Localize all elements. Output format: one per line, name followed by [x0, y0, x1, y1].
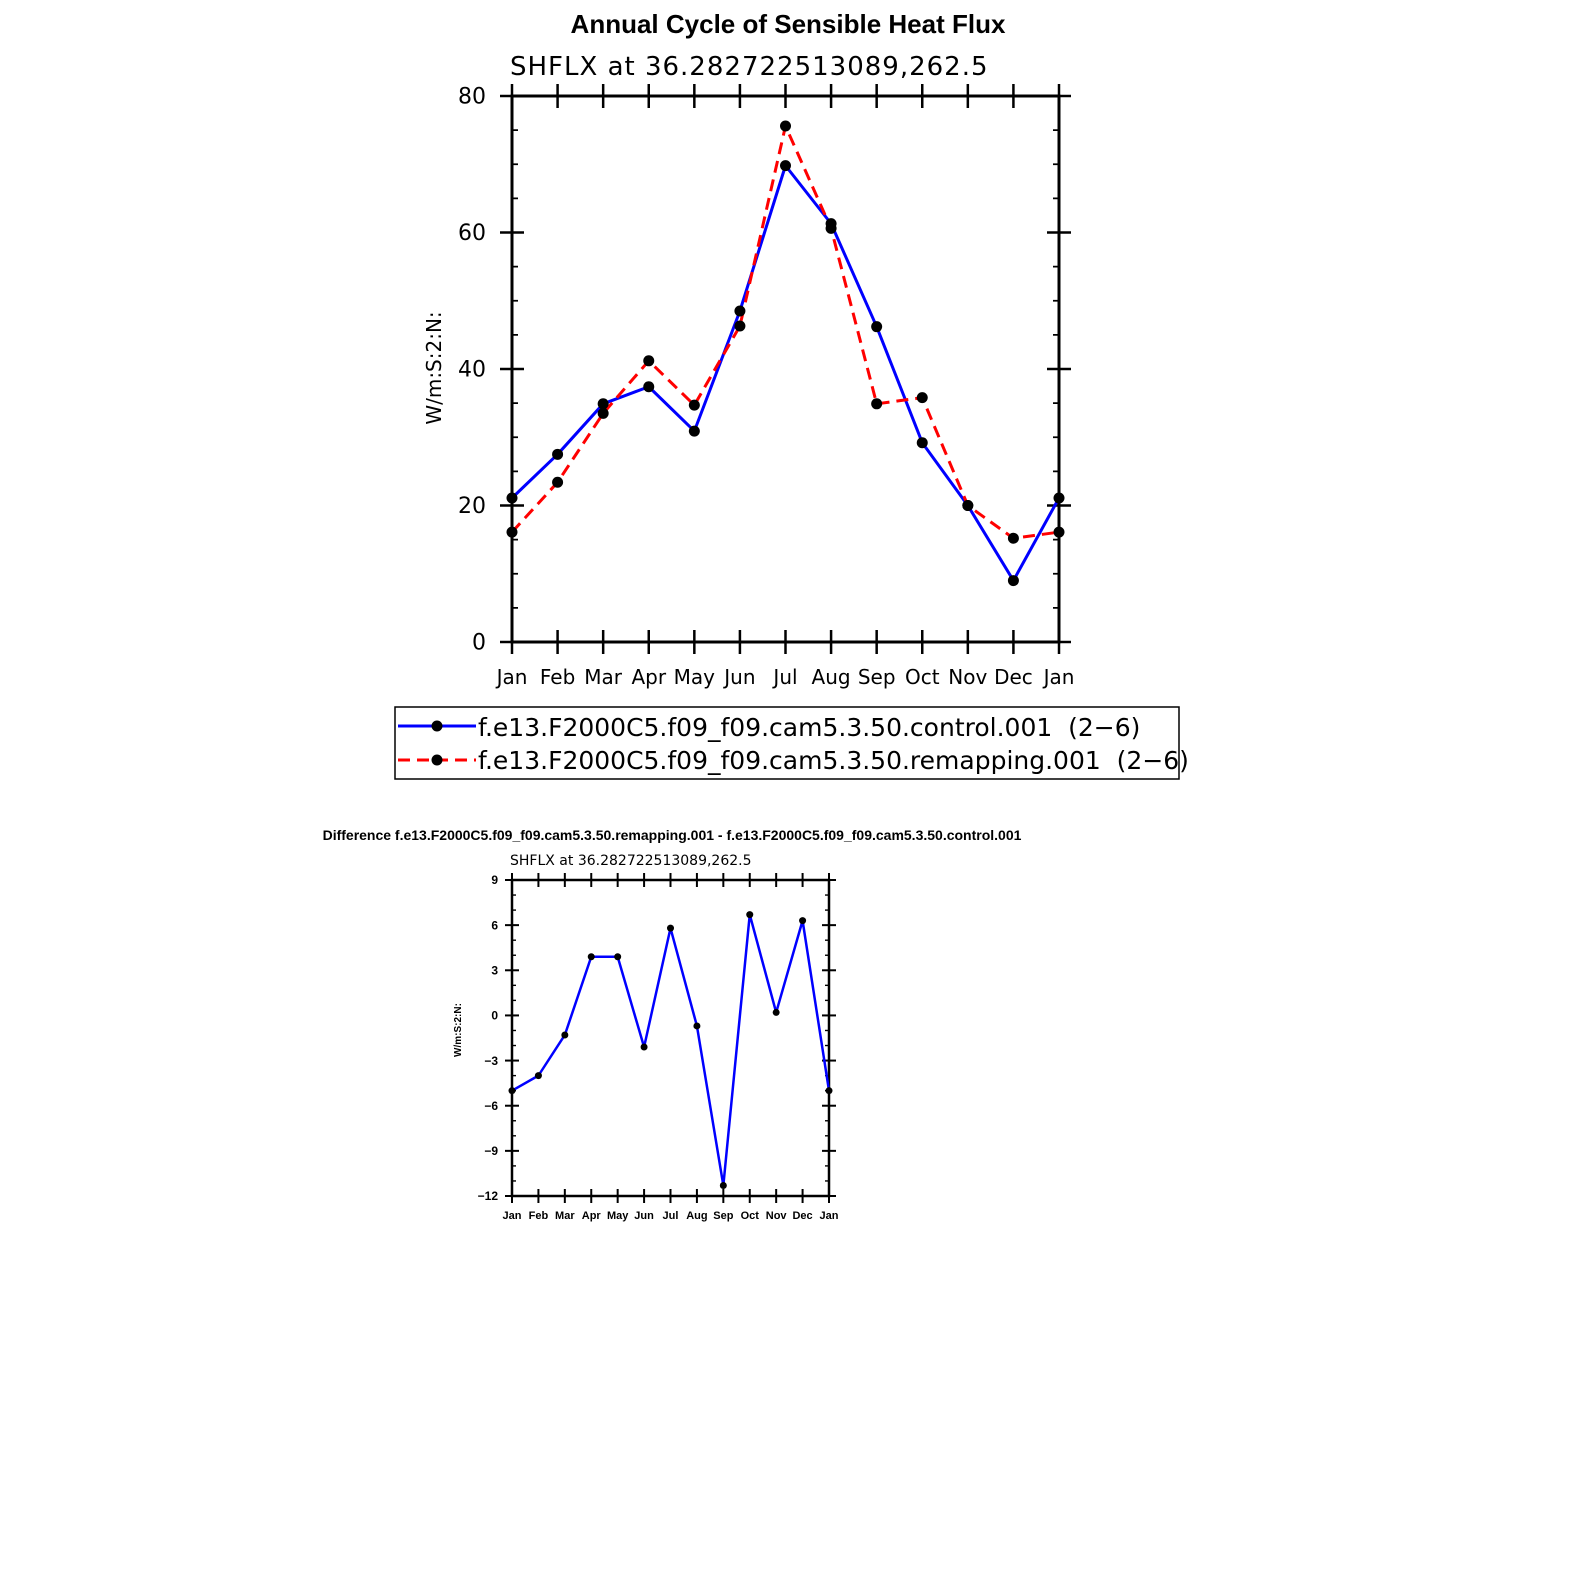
data-point	[598, 398, 609, 409]
data-point	[561, 1031, 568, 1038]
y-axis-label: W/m:S:2:N:	[453, 1003, 464, 1057]
y-axis-label: W/m:S:2:N:	[422, 311, 446, 425]
data-point	[507, 492, 518, 503]
data-point	[1008, 575, 1019, 586]
y-tick-labels	[478, 873, 499, 1203]
x-tick-label: Feb	[528, 1210, 549, 1222]
data-point	[509, 1087, 516, 1094]
series-markers	[509, 911, 833, 1189]
data-point	[689, 426, 700, 437]
data-point	[689, 400, 700, 411]
data-point	[535, 1072, 542, 1079]
annual-cycle-chart	[395, 9, 1189, 779]
x-tick-label: Jan	[1043, 665, 1075, 689]
data-point	[598, 408, 609, 419]
data-point	[643, 381, 654, 392]
data-point	[799, 917, 806, 924]
y-tick-label: 0	[472, 630, 486, 656]
y-tick-label: 9	[491, 873, 498, 888]
x-tick-label: Jul	[662, 1210, 679, 1222]
axis-ticks	[505, 873, 836, 1203]
data-point	[871, 321, 882, 332]
x-tick-label: Nov	[948, 665, 988, 689]
legend-control-marker	[432, 721, 443, 732]
data-point	[720, 1182, 727, 1189]
y-tick-label: −3	[484, 1053, 498, 1068]
x-tick-label: May	[673, 665, 716, 689]
x-tick-label: Apr	[581, 1210, 601, 1222]
y-tick-label: 20	[458, 494, 486, 520]
y-tick-label: 6	[491, 918, 498, 933]
x-tick-labels	[495, 665, 1075, 689]
x-tick-label: Jul	[773, 665, 798, 689]
series-line-control	[512, 166, 1059, 581]
y-tick-label: 80	[458, 84, 486, 110]
chart-subtitle: SHFLX at 36.282722513089,262.5	[510, 853, 752, 869]
y-tick-labels	[458, 85, 486, 656]
data-point	[734, 321, 745, 332]
data-point	[962, 500, 973, 511]
data-point	[693, 1022, 700, 1029]
y-tick-label: 0	[491, 1008, 498, 1023]
data-point	[614, 953, 621, 960]
series-line-control	[512, 915, 829, 1186]
x-tick-label: Dec	[994, 665, 1033, 689]
data-point	[1054, 492, 1065, 503]
y-tick-label: −6	[484, 1098, 498, 1113]
chart-title: Difference f.e13.F2000C5.f09_f09.cam5.3.50.remapping.001 - f.e13.F2000C5.f09_f09.cam5.3.50.control.001	[322, 827, 1022, 843]
series-lines	[512, 126, 1059, 581]
x-tick-label: Jan	[496, 665, 528, 689]
data-point	[667, 925, 674, 932]
x-tick-label: Dec	[792, 1210, 813, 1222]
y-tick-label: 60	[458, 221, 486, 247]
y-tick-label: 3	[491, 963, 498, 978]
data-point	[917, 392, 928, 403]
x-tick-label: Mar	[555, 1210, 575, 1222]
series-lines	[512, 915, 829, 1186]
legend-remapping-marker	[432, 755, 443, 766]
y-tick-label: −12	[477, 1189, 498, 1204]
x-tick-label: Feb	[539, 665, 576, 689]
data-point	[826, 1087, 833, 1094]
x-tick-label: Aug	[811, 665, 851, 689]
data-point	[780, 160, 791, 171]
x-tick-label: Apr	[631, 665, 667, 689]
plot-frame	[512, 96, 1059, 642]
data-point	[641, 1044, 648, 1051]
y-tick-label: −9	[484, 1144, 498, 1159]
data-point	[507, 527, 518, 538]
series-line-remapping	[512, 126, 1059, 538]
x-tick-label: Nov	[765, 1210, 787, 1222]
chart-title: Annual Cycle of Sensible Heat Flux	[570, 9, 1006, 39]
x-tick-label: Sep	[857, 665, 896, 689]
x-tick-label: Aug	[686, 1210, 708, 1222]
data-point	[780, 121, 791, 132]
data-point	[552, 477, 563, 488]
x-tick-label: Jan	[502, 1210, 522, 1222]
x-tick-label: Jun	[634, 1210, 654, 1222]
x-tick-label: Oct	[740, 1210, 759, 1222]
x-tick-label: Oct	[904, 665, 940, 689]
data-point	[826, 223, 837, 234]
legend-remapping-label: f.e13.F2000C5.f09_f09.cam5.3.50.remapping.001 (2−6)	[478, 746, 1189, 775]
data-point	[734, 305, 745, 316]
x-tick-label: Mar	[584, 665, 623, 689]
data-point	[871, 398, 882, 409]
legend	[395, 707, 1189, 779]
data-point	[588, 953, 595, 960]
x-tick-labels	[503, 1210, 839, 1222]
x-tick-label: Sep	[713, 1210, 734, 1222]
data-point	[1008, 533, 1019, 544]
data-point	[917, 437, 928, 448]
x-tick-label: Jan	[819, 1210, 839, 1222]
x-tick-label: Jun	[724, 665, 756, 689]
legend-control-label: f.e13.F2000C5.f09_f09.cam5.3.50.control.001 (2−6)	[478, 713, 1141, 742]
data-point	[746, 911, 753, 918]
data-point	[773, 1009, 780, 1016]
data-point	[643, 355, 654, 366]
x-tick-label: May	[606, 1210, 629, 1222]
chart-subtitle: SHFLX at 36.282722513089,262.5	[510, 52, 989, 82]
data-point	[1054, 527, 1065, 538]
difference-chart	[323, 827, 1022, 1222]
data-point	[552, 449, 563, 460]
y-tick-label: 40	[458, 357, 486, 383]
